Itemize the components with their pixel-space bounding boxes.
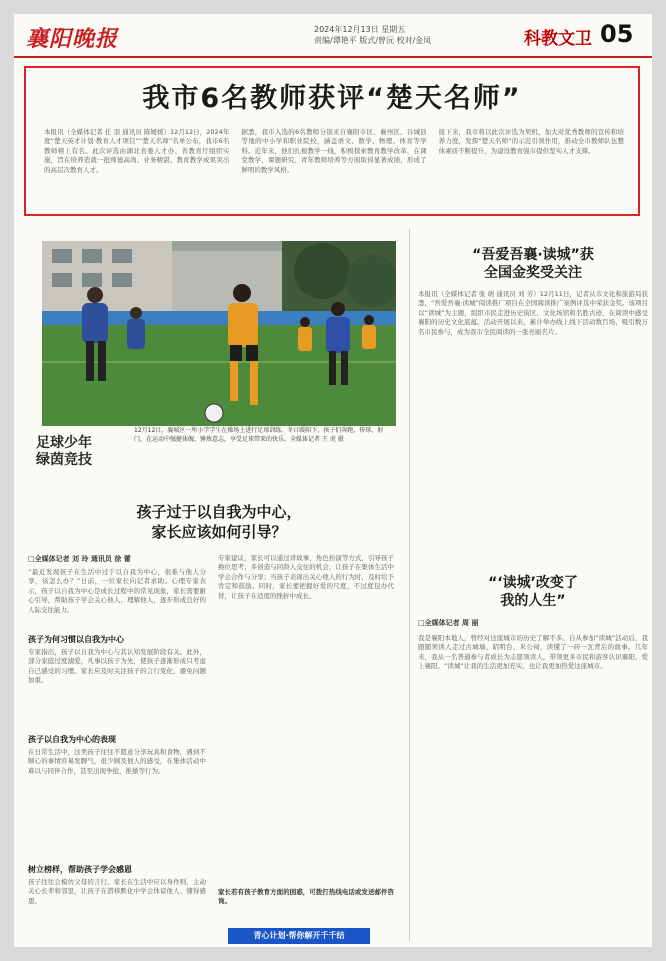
photo-title-line-2: 绿茵竞技 [36,452,92,468]
article-headline[interactable] [74,502,364,542]
issue-date: 2024年12月13日 星期五 [314,25,406,34]
photo-title-line-1: 足球少年 [36,435,92,451]
issue-meta [314,24,431,46]
article-subhead-2: 孩子以自我为中心的表现 [28,735,116,744]
right-headline-1[interactable] [418,246,648,282]
right-headline-1-line-1: “吾爱吾襄·读城”获 [472,247,594,263]
lead-headline[interactable]: 我市6名教师获评“楚天名师” [142,83,522,114]
article-intro: “最近发现孩子在生活中过于以自我为中心，很难与他人分享，该怎么办？”日前，一位家长向记者求助。心理专家表示，孩子以自我为中心是成长过程中的常见现象，家长需要耐心引导，帮助孩子学会关心他人、理解他人，逐步形成良好的人际交往能力。 [28,568,206,614]
column-banner[interactable]: 青心计划·帮你解开千千结 [228,928,370,944]
soccer-photo-illustration [42,241,396,426]
masthead [14,14,652,58]
article-body-1: 专家指出，孩子以自我为中心与其认知发展阶段有关。此外，部分家庭过度溺爱，凡事以孩子为先，使孩子逐渐形成只考虑自己感受的习惯。家长应及时关注孩子的言行变化，避免问题加重。 [28,648,206,685]
photo-caption: 12月12日，襄城区一所小学学生在操场上进行足球训练。冬日暖阳下，孩子们奔跑、传球、射门，在运动中强健体魄、锤炼意志，享受足球带来的快乐。全媒体记者 王 虎 摄 [134,427,384,443]
right-article-2-byline: □全媒体记者 周 丽 [418,619,479,627]
section-name: 科教文卫 [524,29,592,49]
article-byline: □全媒体记者 刘 玲 通讯员 徐 蕾 [28,555,131,563]
column-divider [409,229,410,941]
article-subhead-1: 孩子为何习惯以自我为中心 [28,635,124,644]
article-contact: 家长若有孩子教育方面的困惑，可拨打热线电话或发送邮件咨询。 [218,888,394,906]
article-headline-line-1: 孩子过于以自我为中心， [136,503,302,521]
right-article-2-body: 我是襄阳本地人，曾经对这座城市的历史了解不多。自从参加“读城”活动后，我跟随领读人走过古城墙、昭明台、米公祠，读懂了一砖一瓦背后的故事。几年来，我从一名普通参与者成长为志愿领读人，带领更多市民和游客认识襄阳、爱上襄阳。“读城”让我的生活更加充实，也让我更加热爱这座城市。 [418,634,648,671]
right-article-1-body: 本报讯（全媒体记者 张 萌 通讯员 刘 芳）12月11日，记者从市文化和旅游局获悉，“吾爱吾襄·读城”阅读推广项目在全国阅读推广案例评选中荣获金奖。该项目以“读城”为主题，组织市民走进历史街区、文化场馆和名胜古迹，在阅读中感受襄阳的历史文化底蕴。活动开展以来，累计举办线上线下活动数百场，吸引数万名市民参与，成为我市全民阅读的一张亮丽名片。 [418,290,648,336]
article-body-3: 孩子往往会模仿父母的言行。家长在生活中应以身作则，主动关心长辈和邻里，让孩子在潜移默化中学会体谅他人、懂得感恩。 [28,878,206,905]
lead-article[interactable] [24,66,640,216]
article-body-4: 专家建议，家长可以通过讲故事、角色扮演等方式，引导孩子换位思考；多创造与同龄人交往的机会，让孩子在集体生活中学会合作与分享；当孩子表现出关心他人的行为时，及时给予肯定和鼓励。同时，家长要把握好爱的尺度，不过度包办代替，让孩子在适度的挫折中成长。 [218,554,394,600]
page-number: 05 [600,20,634,48]
photo-title[interactable] [36,435,92,469]
soccer-photo[interactable] [42,241,396,426]
right-headline-2[interactable] [418,574,648,610]
right-headline-2-line-2: 我的人生” [500,593,566,609]
article-subhead-3: 树立榜样，帮助孩子学会感恩 [28,865,132,874]
masthead-rule [14,56,652,58]
lead-column-2: 据悉，我市入选的6名教师分别来自襄阳市区、襄州区、谷城县等地的中小学和职业院校，涵盖语文、数学、物理、体育等学科。近年来，他们扎根教学一线，积极探索教育教学改革，在课堂教学、课题研究、青年教师培养等方面取得显著成绩，形成了鲜明的教学风格。 [241,128,427,174]
lead-body [44,128,624,212]
editor-credits: 责编/谭艳平 版式/曾沅 校对/金凤 [314,36,432,45]
newspaper-logo: 襄阳晚报 [26,26,119,52]
article-headline-line-2: 家长应该如何引导？ [151,523,287,541]
article-body-2: 在日常生活中，这类孩子往往不愿意分享玩具和食物，遇到不顺心的事情容易发脾气，很少顾及他人的感受，在集体活动中难以与同伴合作，甚至出现争抢、推搡等行为。 [28,748,206,775]
right-headline-1-line-2: 全国金奖受关注 [484,265,582,281]
lead-column-3: 接下来，我市将以此次评选为契机，加大对优秀教师的宣传和培养力度，发挥“楚天名师”的示范引领作用，推动全市教师队伍整体素质不断提升，为建设教育强市提供坚实人才支撑。 [438,128,624,155]
right-headline-2-line-1: “‘读城’改变了 [488,575,578,591]
newspaper-page [14,14,652,947]
lead-column-1: 本报讯（全媒体记者 任 羽 通讯员 陈媛媛）12月12日，2024年度“楚天英才计划·教育人才项目”“楚天名师”名单公布，我市6名教师榜上有名。此次评选由湖北省委人才办、省教育厅组织实施，旨在培养造就一批师德高尚、业务精湛、教育教学成果突出的高层次教育人才。 [44,128,230,174]
